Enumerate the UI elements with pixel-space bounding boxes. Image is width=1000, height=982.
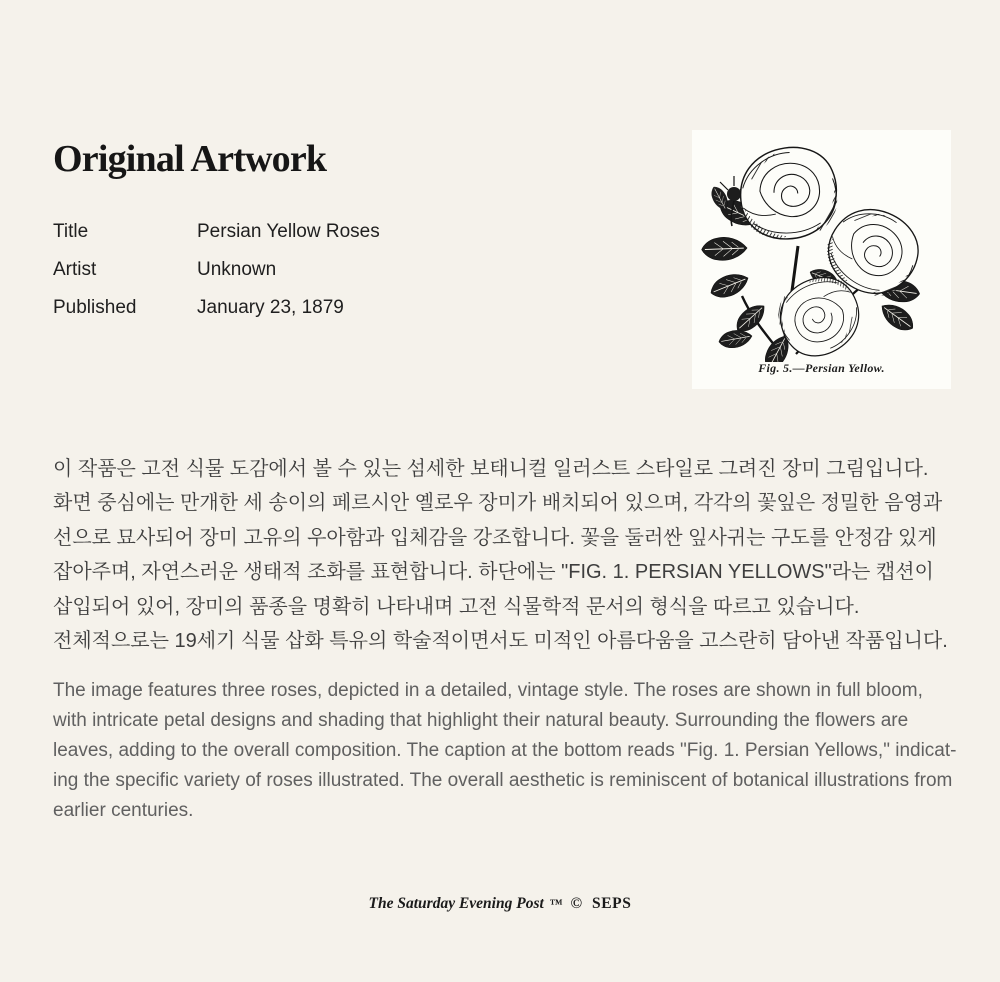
korean-line: 잡아주며, 자연스러운 생태적 조화를 표현합니다. 하단에는 "FIG. 1. PERSIAN YELLOWS"라는 캡션이 (53, 561, 934, 584)
copyright-symbol: © (570, 895, 583, 912)
meta-value-title: Persian Yellow Roses (197, 221, 380, 242)
korean-line: 화면 중심에는 만개한 세 송이의 페르시안 옐로우 장미가 배치되어 있으며, 각각의 꽃잎은 정밀한 음영과 (53, 492, 943, 515)
page-title: Original Artwork (53, 138, 327, 180)
meta-label-published: Published (53, 297, 137, 318)
meta-value-published: January 23, 1879 (197, 297, 344, 318)
figure-caption: Fig. 5.—Persian Yellow. (758, 361, 885, 375)
rose-illustration (692, 130, 951, 362)
description-english (53, 676, 968, 826)
meta-value-artist: Unknown (197, 259, 277, 280)
english-line: earlier centuries. (53, 800, 194, 821)
footer-attribution (0, 895, 1000, 913)
korean-line: 이 작품은 고전 식물 도감에서 볼 수 있는 섬세한 보태니컬 일러스트 스타일로 그려진 장미 그림입니다. (53, 458, 929, 480)
description-korean (53, 452, 963, 658)
english-line: ing the specific variety of roses illustrated. The overall aesthetic is reminiscent of botanical illustrations from (53, 770, 953, 791)
english-line: with intricate petal designs and shading that highlight their natural beauty. Surrounding the flowers are (53, 710, 909, 731)
meta-row-title (53, 221, 380, 245)
artwork-image-card (692, 130, 951, 389)
meta-label-title: Title (53, 221, 89, 242)
artwork-metadata (53, 221, 380, 335)
trademark-symbol: ™ (549, 896, 563, 911)
meta-row-published (53, 297, 380, 321)
meta-label-artist: Artist (53, 259, 97, 280)
footer-org: SEPS (592, 895, 632, 912)
footer-brand: The Saturday Evening Post (368, 895, 544, 912)
korean-line: 전체적으로는 19세기 식물 삽화 특유의 학술적이면서도 미적인 아름다움을 고스란히 담아낸 작품입니다. (53, 630, 948, 653)
english-line: leaves, adding to the overall composition. The caption at the bottom reads "Fig. 1. Persian Yellows," indicat- (53, 740, 957, 761)
korean-line: 선으로 묘사되어 장미 고유의 우아함과 입체감을 강조합니다. 꽃을 둘러싼 잎사귀는 구도를 안정감 있게 (53, 526, 937, 549)
meta-row-artist (53, 259, 380, 283)
english-line: The image features three roses, depicted in a detailed, vintage style. The roses are shown in full bloom, (53, 680, 923, 701)
korean-line: 삽입되어 있어, 장미의 품종을 명확히 나타내며 고전 식물학적 문서의 형식을 따르고 있습니다. (53, 595, 860, 618)
